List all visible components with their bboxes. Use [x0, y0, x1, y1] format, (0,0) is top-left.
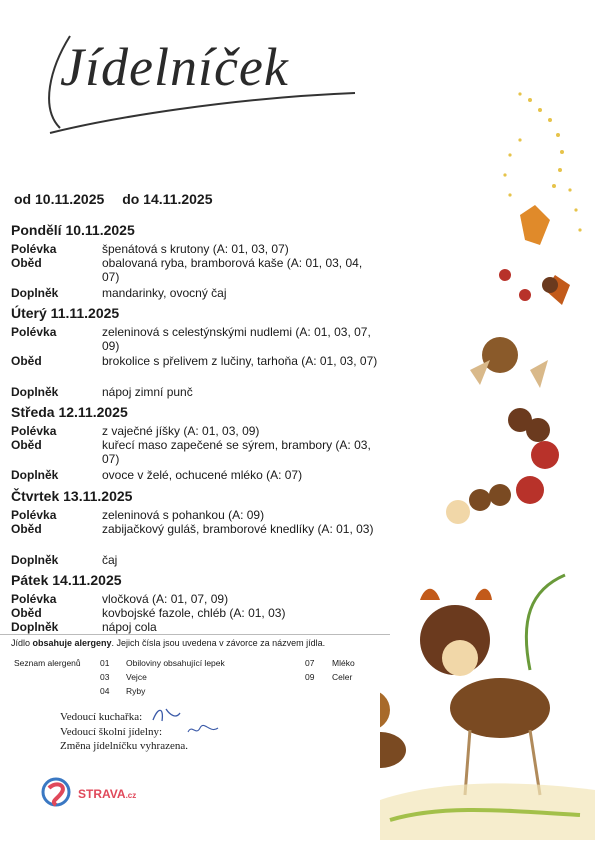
- day-heading: Středa 12.11.2025: [11, 404, 128, 420]
- allergen-code: 01: [100, 658, 110, 668]
- label-lunch: Oběd: [11, 438, 42, 452]
- label-soup: Polévka: [11, 592, 57, 606]
- allergen-name: Mléko: [332, 658, 355, 668]
- allergen-name: Vejce: [126, 672, 147, 682]
- logo-suffix: .cz: [125, 791, 137, 800]
- allergen-note-suffix: . Jejich čísla jsou uvedena v závorce za názvem jídla.: [111, 638, 326, 648]
- label-lunch: Oběd: [11, 256, 42, 270]
- date-from: od 10.11.2025: [14, 191, 105, 207]
- value-lunch: kuřecí maso zapečené se sýrem, brambory (A: 03, 07): [102, 438, 371, 466]
- value-extra: čaj: [102, 553, 118, 567]
- logo-name: STRAVA: [78, 787, 126, 801]
- date-range: [14, 191, 226, 207]
- day-heading: Čtvrtek 13.11.2025: [11, 488, 133, 504]
- value-soup: špenátová s krutony (A: 01, 03, 07): [102, 242, 289, 256]
- value-soup: zeleninová s pohankou (A: 09): [102, 508, 265, 522]
- label-soup: Polévka: [11, 242, 57, 256]
- label-extra: Doplněk: [11, 468, 59, 482]
- value-extra: mandarinky, ovocný čaj: [102, 286, 227, 300]
- label-soup: Polévka: [11, 325, 57, 339]
- allergen-code: 04: [100, 686, 110, 696]
- allergen-code: 07: [305, 658, 315, 668]
- value-lunch: zabijačkový guláš, bramborové knedlíky (A: 01, 03): [102, 522, 374, 536]
- label-soup: Polévka: [11, 424, 57, 438]
- label-extra: Doplněk: [11, 620, 59, 634]
- label-extra: Doplněk: [11, 286, 59, 300]
- autumn-decoration: [380, 80, 595, 840]
- label-lunch: Oběd: [11, 606, 42, 620]
- allergen-note-bold: obsahuje alergeny: [32, 638, 112, 648]
- value-soup: vločková (A: 01, 07, 09): [102, 592, 229, 606]
- day-heading: Pondělí 10.11.2025: [11, 222, 135, 238]
- signature-cook: [150, 705, 184, 725]
- allergen-code: 03: [100, 672, 110, 682]
- label-extra: Doplněk: [11, 385, 59, 399]
- strava-logo-text: [78, 787, 136, 801]
- allergen-note: [11, 638, 381, 648]
- day-heading: Úterý 11.11.2025: [11, 305, 120, 321]
- value-extra: ovoce v želé, ochucené mléko (A: 07): [102, 468, 303, 482]
- label-lunch: Oběd: [11, 522, 42, 536]
- page-title: Jídelníček: [60, 37, 289, 97]
- label-soup: Polévka: [11, 508, 57, 522]
- signature-manager: [186, 722, 220, 738]
- menu-change-note: Změna jídelníčku vyhrazena.: [60, 740, 188, 752]
- date-to: do 14.11.2025: [122, 191, 213, 207]
- allergen-note-prefix: Jídlo: [11, 638, 33, 648]
- label-lunch: Oběd: [11, 354, 42, 368]
- value-extra: nápoj zimní punč: [102, 385, 193, 399]
- value-soup: z vaječné jíšky (A: 01, 03, 09): [102, 424, 260, 438]
- allergen-list-title: Seznam alergenů: [14, 658, 81, 668]
- value-lunch: obalovaná ryba, bramborová kaše (A: 01, 03, 04, 07): [102, 256, 363, 284]
- signature-manager-label: Vedoucí školní jídelny:: [60, 726, 163, 738]
- allergen-code: 09: [305, 672, 315, 682]
- label-extra: Doplněk: [11, 553, 59, 567]
- allergen-name: Obiloviny obsahující lepek: [126, 658, 225, 668]
- allergen-name: Celer: [332, 672, 353, 682]
- strava-logo-icon: [40, 775, 76, 809]
- allergen-name: Ryby: [126, 686, 146, 696]
- value-lunch: kovbojské fazole, chléb (A: 01, 03): [102, 606, 286, 620]
- value-lunch: brokolice s přelivem z lučiny, tarhoňa (A: 01, 03, 07): [102, 354, 378, 368]
- value-soup: zeleninová s celestýnskými nudlemi (A: 01, 03, 07, 09): [102, 325, 371, 353]
- value-extra: nápoj cola: [102, 620, 157, 634]
- divider: [0, 634, 390, 635]
- day-heading: Pátek 14.11.2025: [11, 572, 122, 588]
- signature-cook-label: Vedoucí kuchařka:: [60, 711, 143, 723]
